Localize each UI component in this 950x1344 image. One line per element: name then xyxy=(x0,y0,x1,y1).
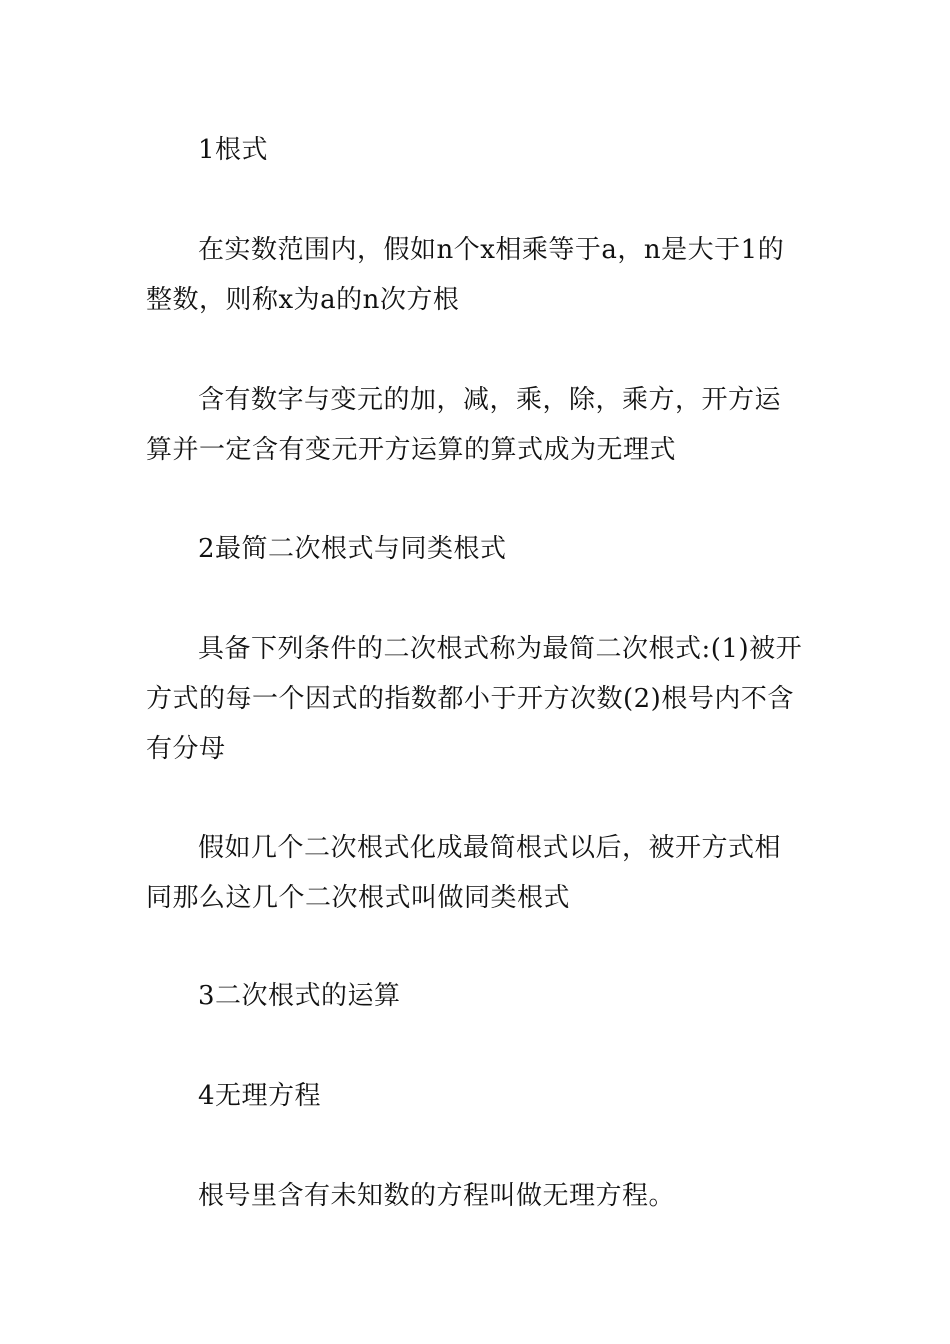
section-heading-simplest-radical: 2最简二次根式与同类根式 xyxy=(198,534,507,564)
paragraph-similar-radicals: 假如几个二次根式化成最简根式以后，被开方式相同那么这几个二次根式叫做同类根式 xyxy=(146,833,782,913)
section-heading-irrational-equation: 4无理方程 xyxy=(198,1081,322,1111)
paragraph-irrational-equation-definition: 根号里含有未知数的方程叫做无理方程。 xyxy=(198,1181,676,1211)
paragraph-irrational-expression: 含有数字与变元的加，减，乘，除，乘方，开方运算并一定含有变元开方运算的算式成为无理式 xyxy=(146,385,782,465)
paragraph-nth-root-definition: 在实数范围内，假如n个x相乘等于a，n是大于1的整数，则称x为a的n次方根 xyxy=(146,235,785,315)
section-heading-radical-operations: 3二次根式的运算 xyxy=(198,981,401,1011)
section-heading-radical: 1根式 xyxy=(198,135,269,165)
paragraph-simplest-radical-conditions: 具备下列条件的二次根式称为最简二次根式:(1)被开方式的每一个因式的指数都小于开方次数(2)根号内不含有分母 xyxy=(146,634,803,764)
